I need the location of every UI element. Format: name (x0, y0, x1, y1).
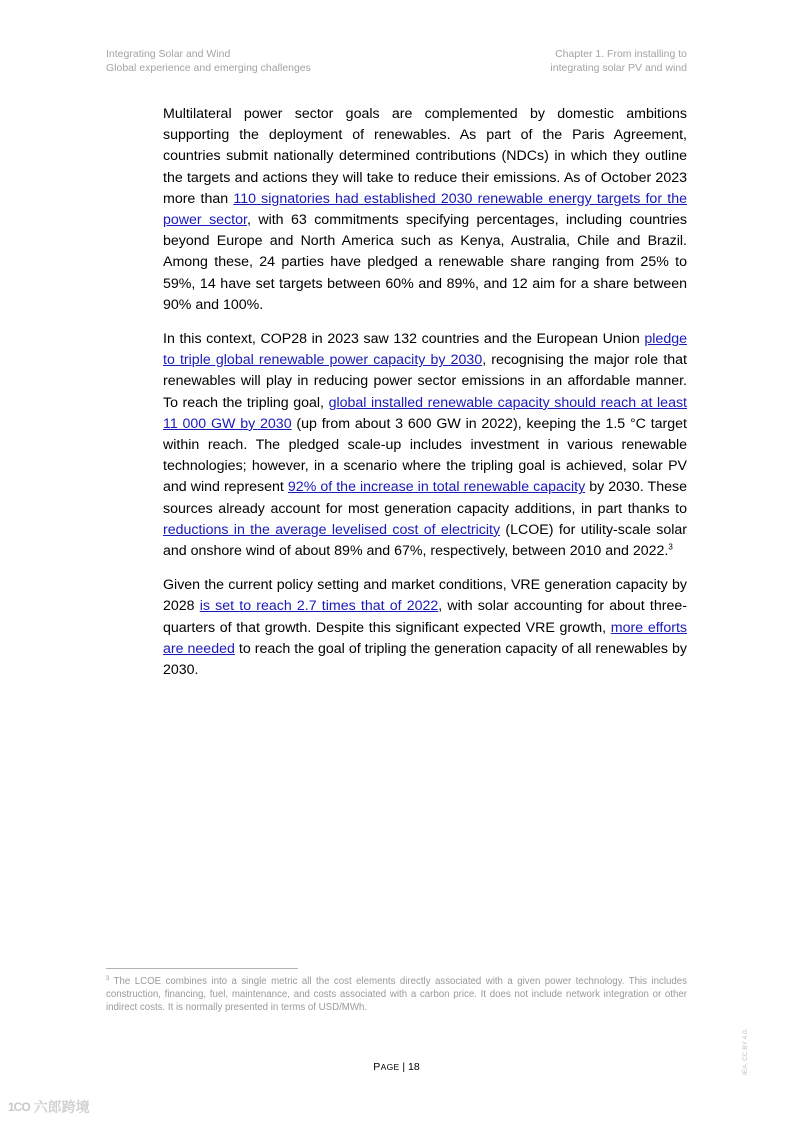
link-lcoe-reductions[interactable]: reductions in the average levelised cost of electricity (163, 521, 501, 538)
page-separator: | (399, 1061, 409, 1073)
paragraph-text: , with solar accounting for about three-quarters of that growth. Despite this significant expected VRE growth, (163, 598, 687, 636)
link-92-percent[interactable]: 92% of the increase in total renewable capacity (287, 479, 586, 496)
page-label-rest: AGE (380, 1062, 400, 1072)
watermark-logo: 1CO (8, 1100, 30, 1114)
paragraph-text: In this context, COP28 in 2023 saw 132 countries and the European Union (163, 331, 645, 348)
footnote-number: 3 (106, 975, 110, 982)
link-cop28-pledge[interactable]: pledge to triple global renewable power capacity by 2030 (163, 331, 687, 369)
paragraph-text: Given the current policy setting and market conditions, VRE generation capacity by 2028 (163, 577, 687, 615)
footnote-text: The LCOE combines into a single metric all the cost elements directly associated with a given power technology. This includes construction, financing, fuel, maintenance, and costs associated with a carbon price. It does not include network integration or other indirect costs. It is normally presented in terms of USD/MWh. (106, 976, 687, 1013)
header-report-subtitle: Global experience and emerging challenges (106, 62, 311, 74)
page-label-cap: P (373, 1061, 381, 1073)
running-header-right (550, 47, 687, 75)
paragraph-text: , recognising the major role that renewables will play in reducing power sector emissions in an affordable manner. To reach the tripling goal, (163, 352, 687, 411)
link-2-7-times[interactable]: is set to reach 2.7 times that of 2022 (199, 598, 439, 615)
page-number-value: 18 (408, 1061, 420, 1073)
page-number (0, 1061, 793, 1073)
paragraph-ndc-targets (163, 104, 687, 316)
paragraph-text: , with 63 commitments specifying percentages, including countries beyond Europe and North America such as Kenya, Australia, Chile and Brazil. Among these, 24 parties have pledged a renewable share ranging from 25% to 59%, 14 have set targets between 60% and 89%, and 12 aim for a share between 90% and 100%. (163, 212, 687, 313)
link-11000-gw[interactable]: global installed renewable capacity should reach at least 11 000 GW by 2030 (163, 394, 688, 432)
paragraph-text: by 2030. These sources already account for most generation capacity additions, in part thanks to (163, 479, 687, 517)
header-report-title: Integrating Solar and Wind (106, 48, 231, 60)
license-label: IEA. CC BY 4.0. (742, 1028, 749, 1075)
paragraph-text: to reach the goal of tripling the generation capacity of all renewables by 2030. (163, 640, 687, 679)
header-chapter-line1: Chapter 1. From installing to (555, 48, 687, 60)
header-chapter-line2: integrating solar PV and wind (550, 62, 687, 74)
main-body (163, 104, 687, 694)
watermark-text: 六郎跨境 (33, 1099, 90, 1115)
footnote-reference[interactable]: 3 (668, 542, 673, 552)
running-header-left (106, 47, 311, 75)
footnote-divider (106, 968, 298, 969)
paragraph-vre-capacity (163, 575, 687, 681)
page-label (373, 1062, 399, 1072)
link-renewable-targets[interactable]: 110 signatories had established 2030 renewable energy targets for the power sector (163, 190, 687, 229)
paragraph-text: (up from about 3 600 GW in 2022), keeping the 1.5 °C target within reach. The pledged scale-up includes investment in various renewable technologies; however, in a scenario where the tripling goal is achieved, solar PV and wind represent (163, 415, 688, 496)
paragraph-cop28 (163, 329, 687, 562)
paragraph-text: Multilateral power sector goals are complemented by domestic ambitions supporting the deployment of renewables. As part of the Paris Agreement, countries submit nationally determined contributions (NDCs) in which they outline the targets and actions they will take to reduce their emissions. As of October 2023 more than (163, 106, 687, 207)
footnote (106, 975, 687, 1014)
paragraph-text: (LCOE) for utility-scale solar and onshore wind of about 89% and 67%, respectively, between 2010 and 2022. (163, 521, 687, 560)
link-more-efforts[interactable]: more efforts are needed (163, 619, 687, 657)
watermark (8, 1097, 90, 1117)
